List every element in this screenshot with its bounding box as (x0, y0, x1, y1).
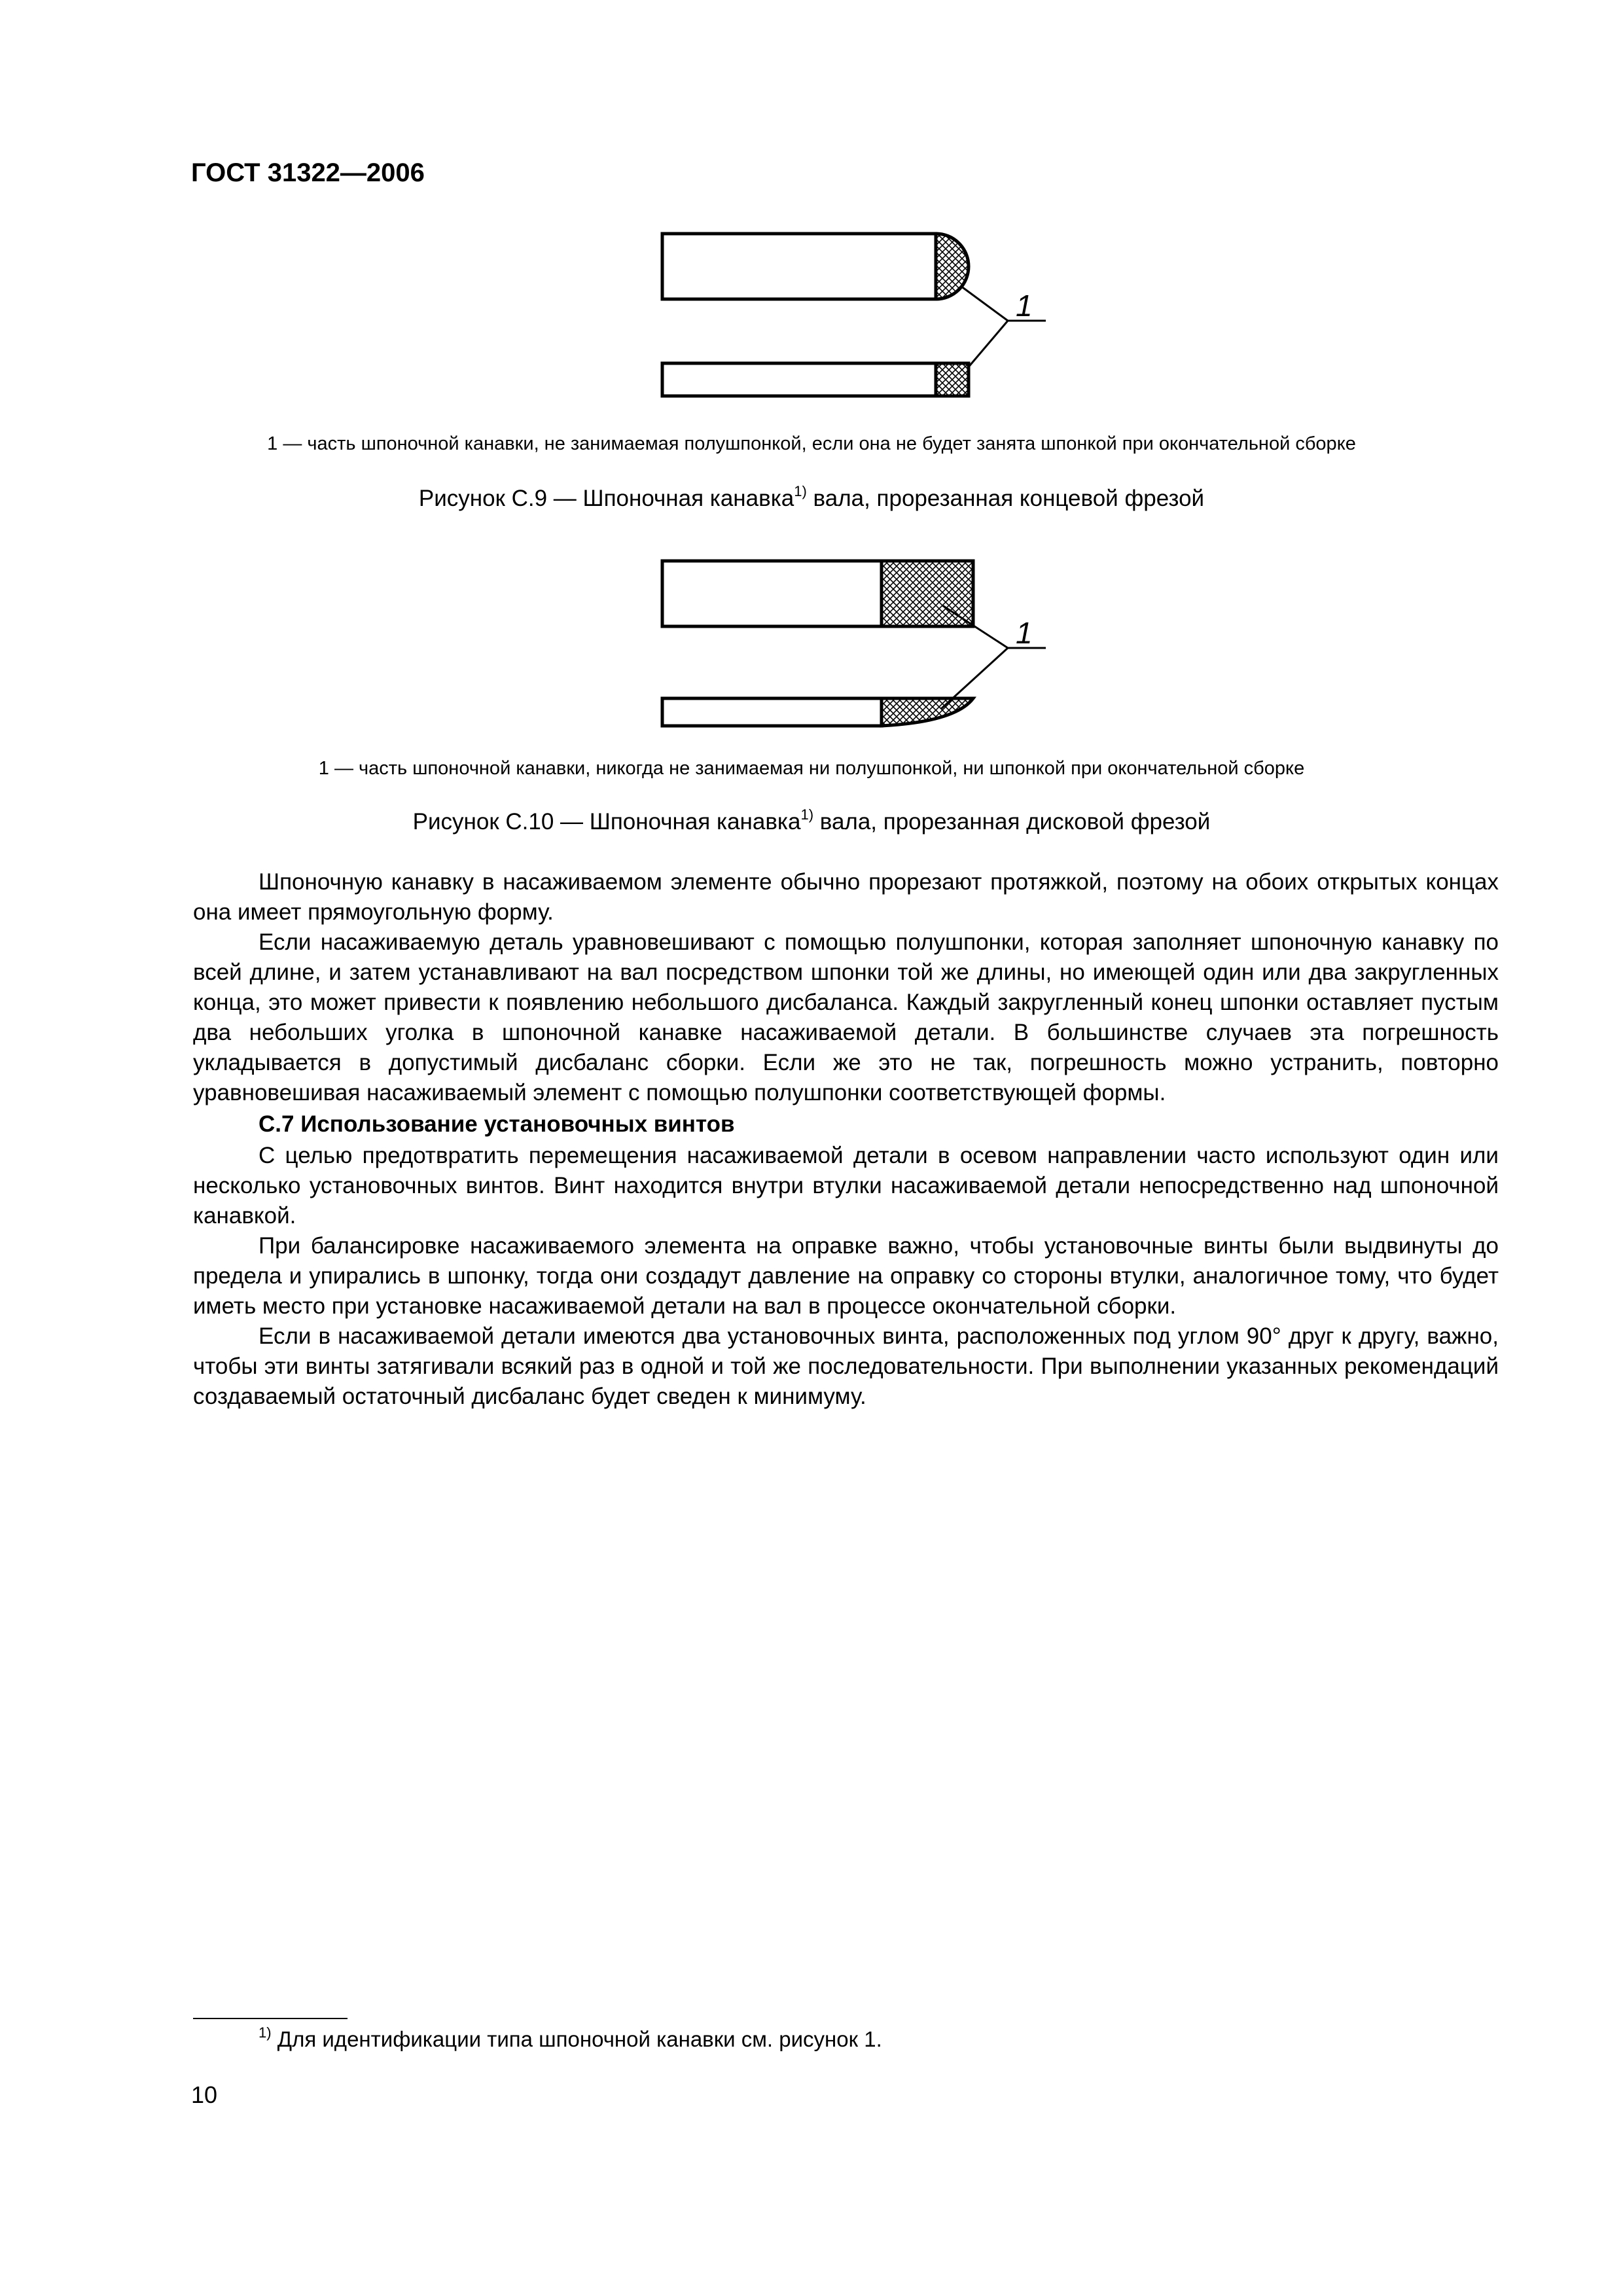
figure-c9-drawing (654, 226, 1047, 409)
figure-c9-caption: Рисунок С.9 — Шпоночная канавка$^{1)}$ вала, прорезанная концевой фрезой (418, 483, 1205, 511)
section-heading: С.7 Использование установочных винтов (259, 1111, 735, 1137)
paragraph: Если в насаживаемой детали имеются два установочных винта, расположенных под углом 90° друг к другу, важно, чтобы эти винты затягивали всякий раз в одной и той же последовательности. При выполнении указанных рекомендаций создаваемый остаточный дисбаланс будет сведен к минимуму. (193, 1323, 1499, 1409)
hatched-curved-end (882, 698, 973, 726)
paragraph: Шпоночную канавку в насаживаемом элементе обычно прорезают протяжкой, поэтому на обоих открытых концах она имеет прямоугольную форму. (193, 869, 1499, 925)
figure-c10-drawing (654, 553, 1047, 736)
footnote: $^{1)}$ Для идентификации типа шпоночной канавки см. рисунок 1. (259, 2024, 882, 2051)
hatched-flat-end (936, 363, 969, 396)
leader-line-top (961, 286, 1008, 321)
document-header: ГОСТ 31322—2006 (191, 158, 425, 187)
footnote-separator (193, 2018, 348, 2019)
key-top-body (662, 234, 936, 299)
body-text (193, 867, 1499, 1412)
figure-c10-caption: Рисунок С.10 — Шпоночная канавка$^{1)}$ вала, прорезанная дисковой фрезой (412, 806, 1211, 834)
figure-c9-legend: 1 — часть шпоночной канавки, не занимаемая полушпонкой, если она не будет занята шпонкой при окончательной сборке (267, 433, 1356, 454)
figure-c10-legend: 1 — часть шпоночной канавки, никогда не занимаемая ни полушпонкой, ни шпонкой при окончательной сборке (318, 758, 1305, 779)
key-bottom-body (662, 698, 882, 726)
paragraph: При балансировке насаживаемого элемента на оправке важно, чтобы установочные винты были выдвинуты до предела и упирались в шпонку, тогда они создадут давление на оправку со стороны втулки, аналогичное тому, что будет иметь место при установке насаживаемой детали на вал в процессе окончательной сборки. (193, 1233, 1499, 1319)
paragraph: Если насаживаемую деталь уравновешивают с помощью полушпонки, которая заполняет шпоночную канавку по всей длине, и затем устанавливают на вал посредством шпонки той же длины, но имеющей один или два закругленных конца, это может привести к появлению небольшого дисбаланса. Каждый закругленный конец шпонки оставляет пустым два небольших уголка в шпоночной канавке насаживаемой детали. В большинстве случаев эта погрешность укладывается в допустимый дисбаланс сборки. Если же это не так, погрешность можно устранить, повторно уравновешивая насаживаемый элемент с помощью полушпонки соответствующей формы. (193, 929, 1499, 1105)
page-number: 10 (191, 2081, 218, 2108)
key-top-body (662, 561, 882, 626)
paragraph: С целью предотвратить перемещения насаживаемой детали в осевом направлении часто используют один или несколько установочных винтов. Винт находится внутри втулки насаживаемой детали непосредственно над шпоночной канавкой. (193, 1143, 1499, 1229)
leader-line-bottom (967, 321, 1008, 368)
item-label-1: 1 (1016, 289, 1033, 323)
key-bottom-body (662, 363, 936, 396)
item-label-1: 1 (1016, 616, 1033, 650)
leader-line-bottom (941, 648, 1008, 709)
